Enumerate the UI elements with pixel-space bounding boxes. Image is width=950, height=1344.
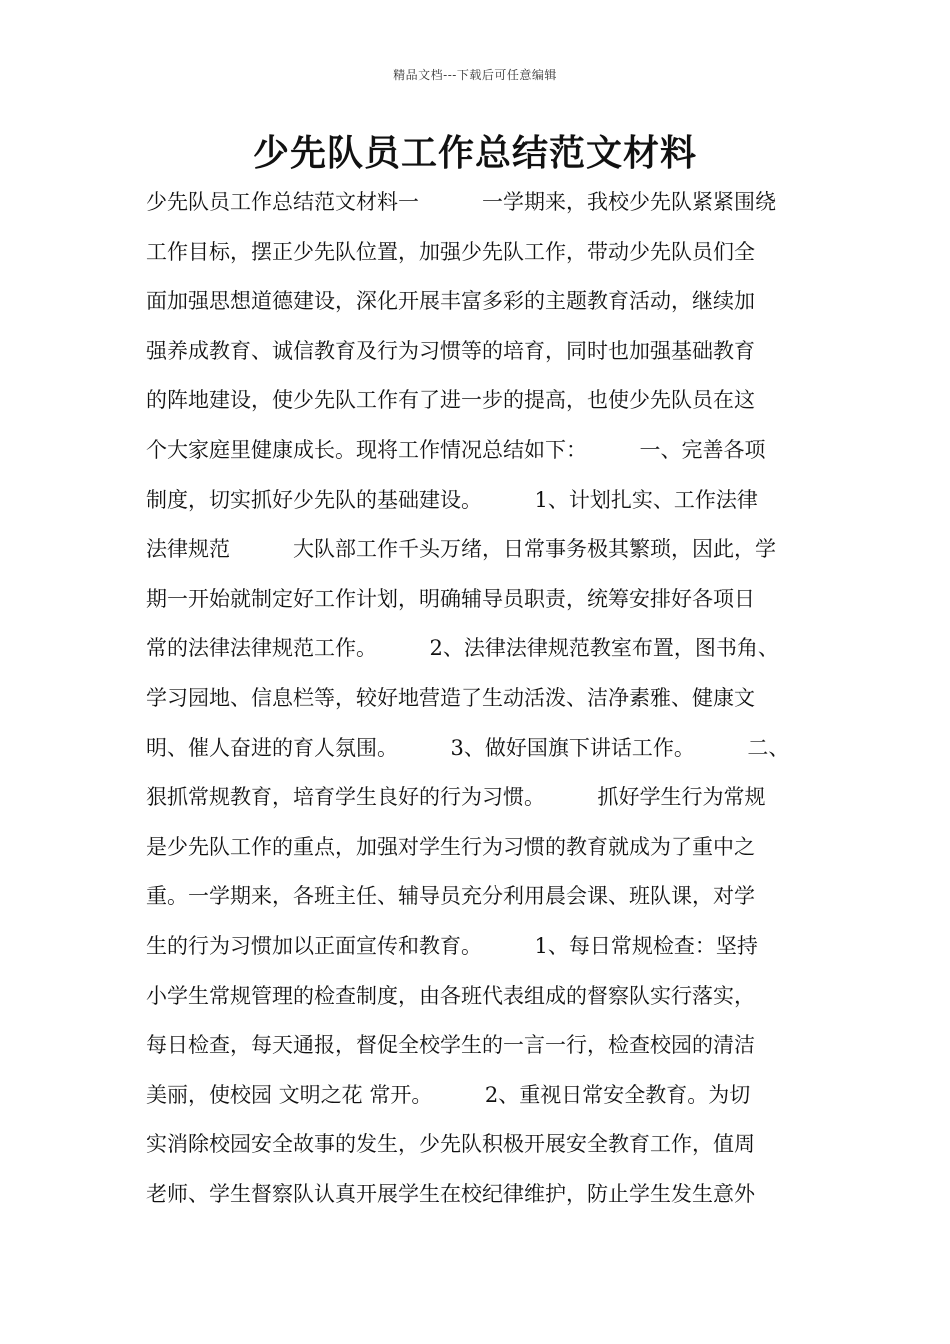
body-line: 明、催人奋进的育人氛围。 3、做好国旗下讲话工作。 二、 <box>146 735 790 760</box>
document-body <box>146 178 826 1219</box>
header-note: 精品文档---下载后可任意编辑 <box>393 68 557 82</box>
body-line: 制度，切实抓好少先队的基础建设。 1、计划扎实、工作法律 <box>146 487 758 512</box>
body-line: 每日检查，每天通报，督促全校学生的一言一行，检查校园的清洁 <box>146 1033 755 1058</box>
body-line: 常的法律法律规范工作。 2、法律法律规范教室布置，图书角、 <box>146 636 779 661</box>
body-line: 狠抓常规教育，培育学生良好的行为习惯。 抓好学生行为常规 <box>146 785 766 810</box>
body-line: 的阵地建设，使少先队工作有了进一步的提高，也使少先队员在这 <box>146 388 755 413</box>
body-line: 工作目标，摆正少先队位置，加强少先队工作，带动少先队员们全 <box>146 239 755 264</box>
body-line: 少先队员工作总结范文材料一 一学期来，我校少先队紧紧围绕 <box>146 190 776 214</box>
body-line: 学习园地、信息栏等，较好地营造了生动活泼、洁净素雅、健康文 <box>146 685 755 710</box>
body-line: 小学生常规管理的检查制度，由各班代表组成的督察队实行落实， <box>146 983 755 1008</box>
body-line: 个大家庭里健康成长。现将工作情况总结如下： 一、完善各项 <box>146 437 766 462</box>
body-line: 强养成教育、诚信教育及行为习惯等的培育，同时也加强基础教育 <box>146 338 755 363</box>
body-line: 是少先队工作的重点，加强对学生行为习惯的教育就成为了重中之 <box>146 834 755 859</box>
body-line: 实消除校园安全故事的发生，少先队积极开展安全教育工作，值周 <box>146 1132 755 1157</box>
body-line: 法律规范 大队部工作千头万绪，日常事务极其繁琐，因此，学 <box>146 537 776 562</box>
body-line: 期一开始就制定好工作计划，明确辅导员职责，统筹安排好各项日 <box>146 586 755 611</box>
body-line: 美丽，使校园 文明之花 常开。 2、重视日常安全教育。为切 <box>146 1082 751 1107</box>
document-title: 少先队员工作总结范文材料 <box>252 132 697 174</box>
body-line: 老师、学生督察队认真开展学生在校纪律维护，防止学生发生意外 <box>146 1181 755 1206</box>
body-line: 重。一学期来，各班主任、辅导员充分利用晨会课、班队课，对学 <box>146 884 755 909</box>
body-line: 面加强思想道德建设，深化开展丰富多彩的主题教育活动，继续加 <box>146 289 755 314</box>
body-line: 生的行为习惯加以正面宣传和教育。 1、每日常规检查：坚持 <box>146 933 758 958</box>
